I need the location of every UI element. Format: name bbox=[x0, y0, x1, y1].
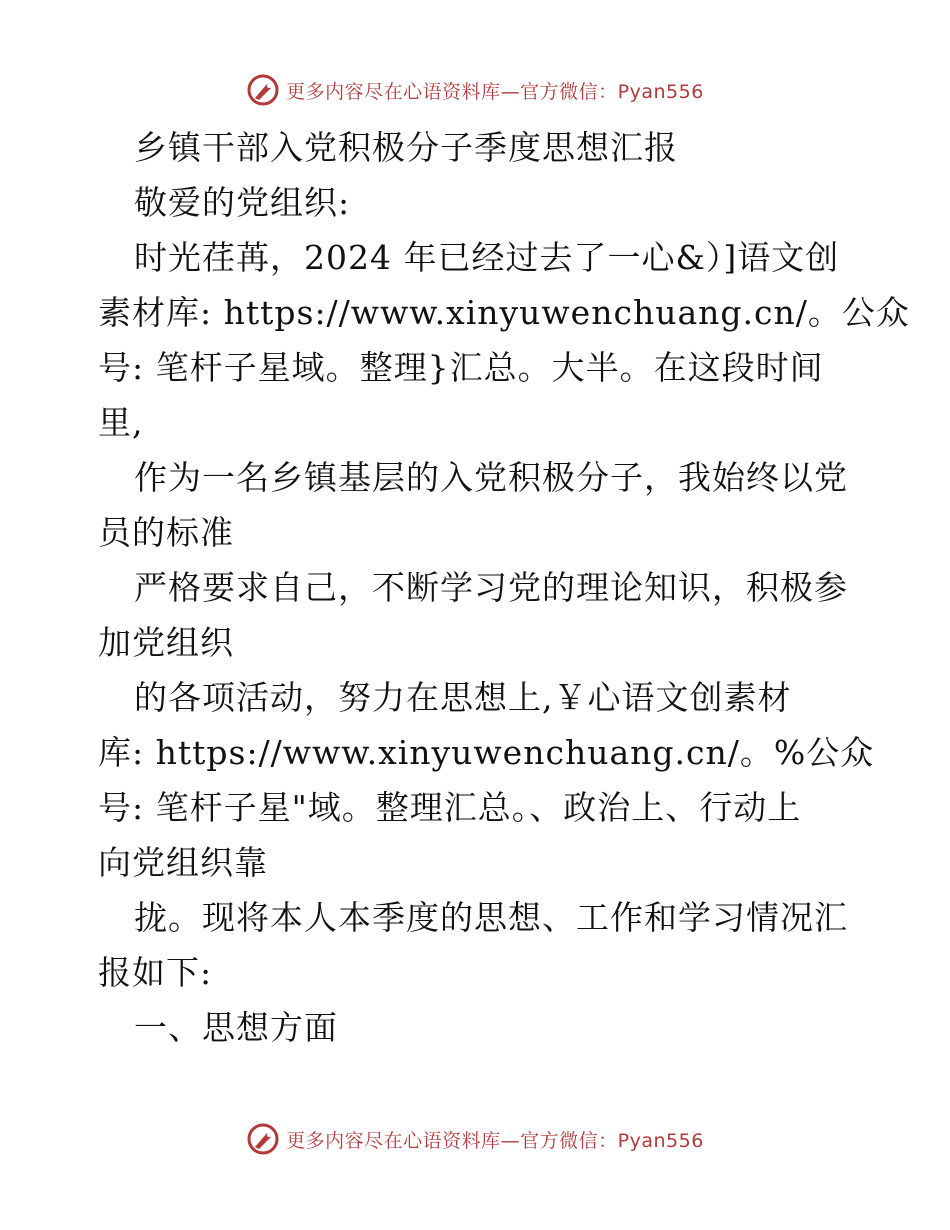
header-banner-text: 更多内容尽在心语资料库—官方微信：Pyan556 bbox=[286, 80, 704, 103]
fountain-pen-logo-icon bbox=[246, 73, 280, 107]
paragraph-line: 加党组织 bbox=[98, 623, 234, 662]
footer-banner bbox=[0, 1119, 950, 1159]
paragraph-line: 号: 笔杆子星域。整理}汇总。大半。在这段时间 bbox=[98, 348, 824, 387]
paragraph-line: 时光荏苒，2024 年已经过去了一心&）]语文创 bbox=[134, 238, 840, 277]
fountain-pen-logo-icon bbox=[246, 1122, 280, 1156]
footer-banner-text: 更多内容尽在心语资料库—官方微信：Pyan556 bbox=[286, 1129, 704, 1152]
paragraph-line: 里, bbox=[98, 403, 144, 442]
document-title: 乡镇干部入党积极分子季度思想汇报 bbox=[134, 128, 678, 167]
paragraph-line: 报如下: bbox=[98, 953, 213, 992]
paragraph-line: 库: https://www.xinyuwenchuang.cn/。%公众 bbox=[98, 733, 875, 772]
paragraph-line: 作为一名乡镇基层的入党积极分子，我始终以党 bbox=[134, 458, 848, 497]
paragraph-line: 的各项活动，努力在思想上,￥心语文创素材 bbox=[134, 678, 792, 717]
paragraph-line: 向党组织靠 bbox=[98, 843, 268, 882]
salutation: 敬爱的党组织: bbox=[134, 183, 351, 222]
paragraph-line: 素材库: https://www.xinyuwenchuang.cn/。公众 bbox=[98, 293, 910, 332]
paragraph-line: 号: 笔杆子星"域。整理汇总。、政治上、行动上 bbox=[98, 788, 802, 827]
paragraph-line: 拢。现将本人本季度的思想、工作和学习情况汇 bbox=[134, 898, 848, 937]
section-heading: 一、思想方面 bbox=[134, 1008, 338, 1047]
header-banner-content bbox=[246, 73, 704, 107]
footer-banner-content bbox=[246, 1122, 704, 1156]
header-banner bbox=[0, 70, 950, 110]
paragraph-line: 员的标准 bbox=[98, 513, 234, 552]
paragraph-line: 严格要求自己，不断学习党的理论知识，积极参 bbox=[134, 568, 848, 607]
document-body bbox=[98, 120, 910, 1055]
